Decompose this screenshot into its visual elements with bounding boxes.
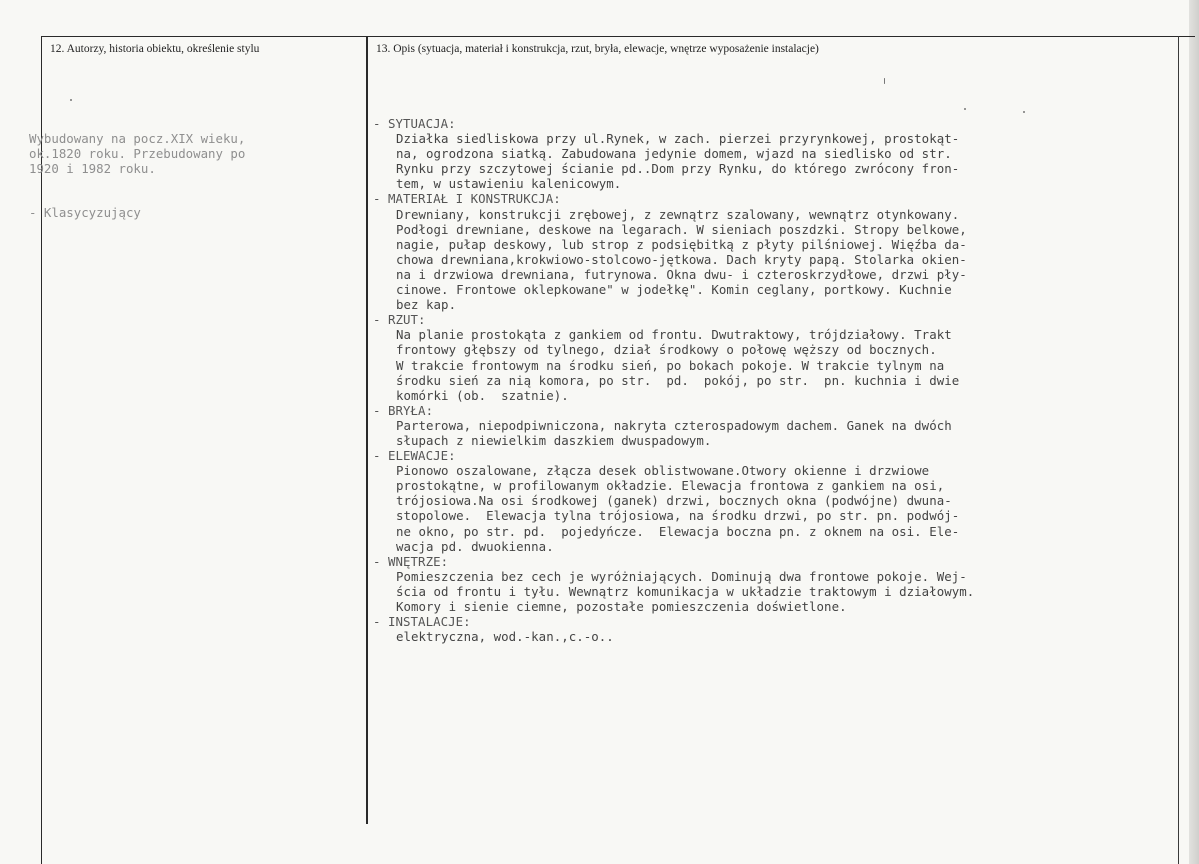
section-line: wacja pd. dwuokienna. [396, 538, 554, 554]
section-line: frontowy głębszy od tylnego, dział środkowy o połowę węższy od bocznych. [396, 342, 937, 358]
section-line: Drewniany, konstrukcji zrębowej, z zewnątrz szalowany, wewnątrz otynkowany. [396, 206, 960, 222]
section-line: na, ogrodzona siatką. Zabudowana jedynie domem, wjazd na siedlisko od str. [396, 146, 952, 162]
section-line: stopolowe. Elewacja tylna trójosiowa, na środku drzwi, po str. pn. podwój- [396, 508, 960, 524]
style-text: - Klasycyzujący [29, 205, 141, 220]
section-line: Podłogi drewniane, deskowe na legarach. W sieniach poszdzki. Stropy belkowe, [396, 221, 967, 237]
scan-speck [964, 108, 966, 110]
section-line: elektryczna, wod.-kan.,c.-o.. [396, 629, 614, 645]
section-line: Pionowo oszalowane, złącza desek oblistwowane.Otwory okienne i drzwiowe [396, 463, 930, 479]
scan-edge [1189, 0, 1199, 864]
section-line: środku sień za nią komora, po str. pd. pokój, po str. pn. kuchnia i dwie [396, 372, 960, 388]
section-line: nagie, pułap deskowy, lub strop z podsiębitką z płyty pilśniowej. Więźba da- [396, 236, 967, 252]
section-title: - SYTUACJA: [373, 116, 456, 131]
section-line: Na planie prostokąta z gankiem od frontu. Dwutraktowy, trójdziałowy. Trakt [396, 327, 952, 343]
section-line: Działka siedliskowa przy ul.Rynek, w zach. pierzei przyrynkowej, prostokąt- [396, 131, 960, 147]
section-line: tem, w ustawieniu kalenicowym. [396, 176, 622, 192]
section-line: słupach z niewielkim daszkiem dwuspadowym. [396, 432, 712, 448]
section-line: komórki (ob. szatnie). [396, 387, 569, 403]
section-line: W trakcie frontowym na środku sień, po bokach pokoje. W trakcie tylnym na [396, 357, 945, 373]
section-line: prostokątne, w profilowanym okładzie. Elewacja frontowa z gankiem na osi, [396, 478, 945, 494]
section-line: Komory i sienie ciemne, pozostałe pomieszczenia doświetlone. [396, 599, 847, 614]
column-divider [366, 36, 368, 824]
section-line: ne okno, po str. pd. pojedyńcze. Elewacja boczna pn. z oknem na osi. Ele- [396, 523, 960, 539]
history-text: Wybudowany na pocz.XIX wieku, ok.1820 roku. Przebudowany po 1920 i 1982 roku. [29, 131, 246, 177]
section-title: - WNĘTRZE: [373, 553, 449, 569]
section-title: - INSTALACJE: [373, 614, 471, 630]
section-line: bez kap. [396, 297, 457, 313]
section-line: Rynku przy szczytowej ścianie pd..Dom przy Rynku, do którego zwrócony fron- [396, 161, 960, 177]
description-body [373, 116, 1183, 644]
section-line: Parterowa, niepodpiwniczona, nakryta czterospadowym dachem. Ganek na dwóch [396, 417, 952, 433]
section-title: - ELEWACJE: [373, 448, 456, 464]
form-top-border [41, 36, 1195, 37]
scan-speck [1023, 111, 1025, 113]
field-13-header: 13. Opis (sytuacja, materiał i konstrukcja, rzut, bryła, elewacje, wnętrze wyposażenie instalacje) [376, 43, 819, 55]
section-line: ścia od frontu i tyłu. Wewnątrz komunikacja w układzie traktowym i działowym. [396, 583, 975, 599]
scan-speck [70, 99, 72, 101]
section-line: cinowe. Frontowe oklepkowane" w jodełkę". Komin ceglany, portkowy. Kuchnie [396, 282, 952, 298]
section-title: - BRYŁA: [373, 402, 434, 418]
section-title: - MATERIAŁ I KONSTRUKCJA: [373, 191, 561, 207]
scan-speck [884, 78, 885, 84]
field-12-header: 12. Autorzy, historia obiektu, określenie stylu [50, 43, 260, 55]
section-line: Pomieszczenia bez cech je wyróżniających. Dominują dwa frontowe pokoje. Wej- [396, 568, 967, 584]
section-title: - RZUT: [373, 312, 426, 328]
section-line: na i drzwiowa drewniana, futrynowa. Okna dwu- i czteroskrzydłowe, drzwi pły- [396, 266, 967, 282]
section-line: chowa drewniana,krokwiowo-stolcowo-jętkowa. Dach kryty papą. Stolarka okien- [396, 251, 967, 267]
section-line: trójosiowa.Na osi środkowej (ganek) drzwi, bocznych okna (podwójne) dwuna- [396, 493, 952, 509]
